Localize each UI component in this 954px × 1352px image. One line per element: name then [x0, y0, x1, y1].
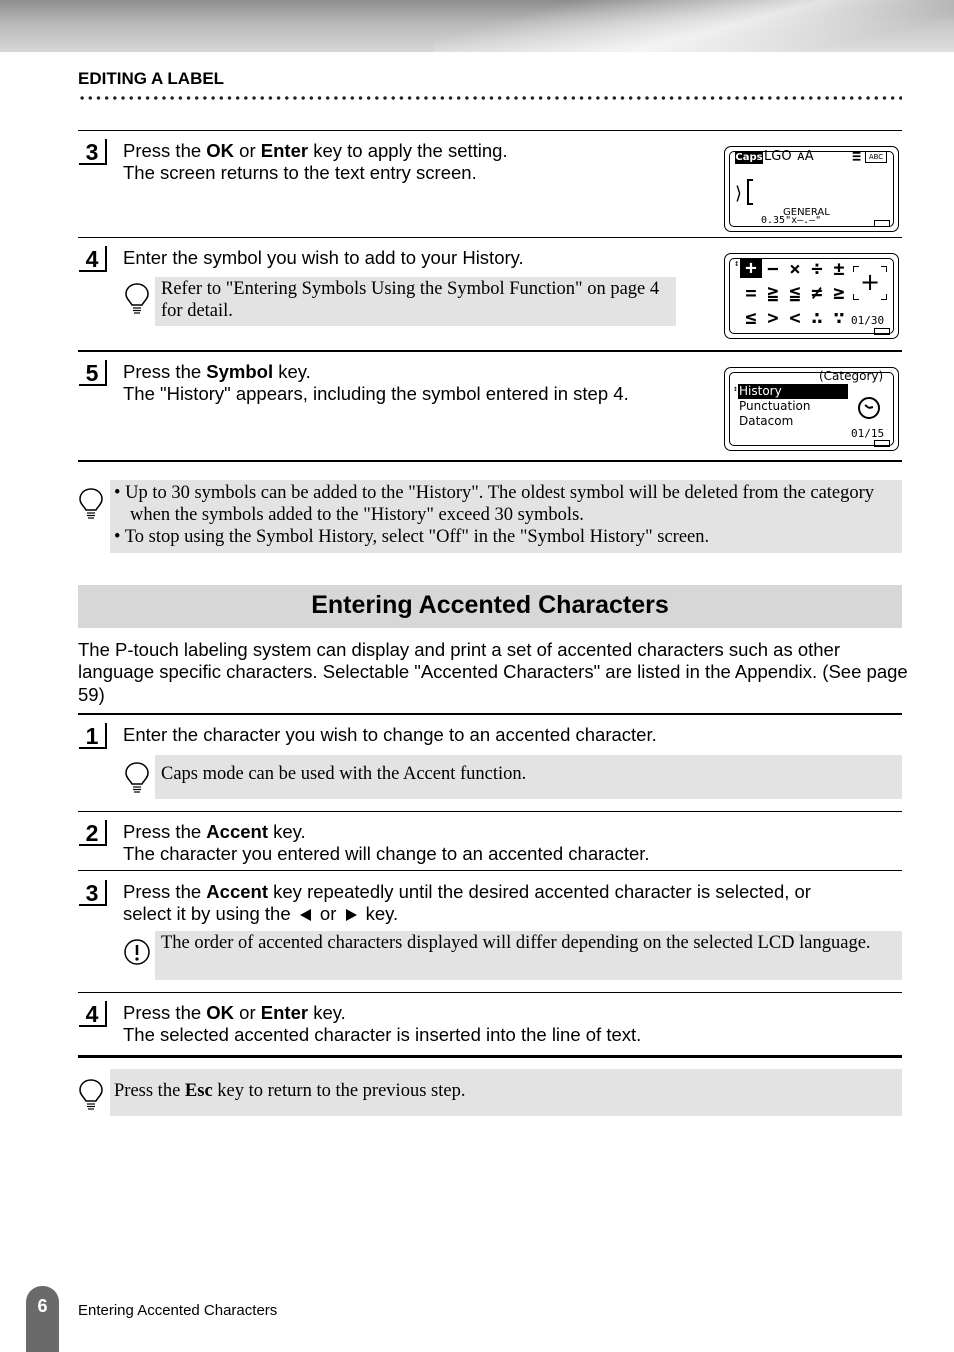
text-run: key to return to the previous step.: [212, 1081, 466, 1101]
symbol-cell: ∵: [833, 307, 845, 329]
step-number: 3: [79, 880, 107, 906]
battery-icon: [874, 328, 890, 335]
caution-note: The order of accented characters displayed will differ depending on the selected LCD language.: [155, 931, 902, 980]
text-run: Press the: [123, 821, 207, 842]
step-line: The selected accented character is inserted into the line of text.: [123, 1023, 642, 1045]
hint-note: Caps mode can be used with the Accent function.: [155, 755, 902, 799]
text-run: select it by using the: [123, 902, 296, 924]
symbol-preview: [853, 266, 887, 300]
header-band: [0, 0, 954, 52]
lcd-symbol-screen: [724, 253, 899, 339]
step-divider: [78, 992, 902, 993]
symbol-cell: ÷: [811, 258, 823, 280]
hint-bulb-icon: [124, 282, 150, 316]
step-line: The "History" appears, including the symbol entered in step 4.: [123, 382, 629, 404]
symbol-row: [740, 282, 850, 307]
text-run: key to apply the setting.: [308, 140, 508, 161]
category-label: (Category): [819, 369, 884, 383]
text-run: key repeatedly until the desired accented character is selected, or: [268, 881, 811, 902]
left-arrow-key-icon: [300, 909, 311, 921]
section-header: EDITING A LABEL: [78, 69, 225, 88]
note-bullet: • To stop using the Symbol History, select "Off" in the "Symbol History" screen.: [114, 527, 710, 547]
key-name: Enter: [260, 140, 309, 161]
step-divider: [78, 350, 902, 352]
clock-icon: [857, 396, 881, 420]
font-label: GENERAL: [783, 207, 830, 218]
lcd-text-entry-screen: [724, 146, 899, 232]
hint-bulb-icon: [124, 761, 150, 795]
line-status: LGO: [764, 149, 792, 164]
step-line: [123, 361, 629, 383]
scroll-arrows-icon: ↕: [734, 259, 740, 269]
symbol-cell: ±: [833, 258, 845, 280]
step-line: [123, 140, 508, 162]
step-divider: [78, 811, 902, 812]
text-run: Press the: [123, 1002, 207, 1023]
key-name: Symbol: [206, 361, 274, 382]
symbol-cell: ×: [789, 258, 801, 280]
esc-note: [110, 1069, 902, 1116]
text-run: or: [234, 1002, 261, 1023]
step-number: 4: [79, 1001, 107, 1027]
text-run: Press the: [123, 361, 207, 382]
step-line: [123, 903, 811, 925]
battery-icon: [874, 220, 890, 227]
block-start-icon: ⟩: [733, 183, 744, 204]
step-number: 5: [79, 360, 107, 386]
key-name: OK: [206, 140, 235, 161]
size-indicator: ᴀA: [797, 149, 814, 164]
symbol-cell: =: [745, 282, 757, 304]
step-text: Enter the character you wish to change to an accented character.: [123, 724, 657, 745]
symbol-cell: ≦: [789, 282, 801, 304]
text-run: Press the: [123, 881, 207, 902]
page-number: 6: [26, 1286, 59, 1352]
step-text: [123, 881, 811, 924]
header-band-shine: [434, 0, 954, 52]
history-note-list: [114, 482, 896, 548]
lcd-category-screen: [724, 367, 899, 451]
symbol-cell: −: [767, 258, 779, 280]
step-divider: [78, 460, 902, 462]
step-text: [123, 821, 650, 864]
text-run: Press the: [114, 1081, 185, 1101]
text-run: key.: [308, 1002, 346, 1023]
section-title: Entering Accented Characters: [78, 585, 902, 628]
step-text: [123, 140, 508, 183]
battery-icon: [874, 440, 890, 447]
symbol-counter: 01/30: [851, 314, 885, 327]
hint-bulb-icon: [78, 487, 104, 521]
step-text: [123, 1002, 641, 1045]
abc-icon: ABC: [865, 151, 887, 163]
symbol-cell: ∴: [811, 307, 823, 329]
step-line: [123, 1002, 641, 1024]
dotted-divider: [78, 95, 902, 101]
symbol-row: [740, 258, 850, 282]
key-name: Esc: [184, 1081, 213, 1101]
step-text: Enter the symbol you wish to add to your History.: [123, 247, 524, 268]
step-number: 2: [79, 820, 107, 846]
symbol-cell: >: [767, 307, 779, 329]
symbol-cell: ≠: [811, 282, 823, 304]
symbol-row: [740, 307, 850, 332]
cursor-icon: [747, 179, 753, 205]
text-run: key.: [268, 821, 306, 842]
key-name: OK: [206, 1002, 235, 1023]
text-run: key.: [273, 361, 311, 382]
key-name: Accent: [206, 821, 268, 842]
note-bullet: • Up to 30 symbols can be added to the "History". The oldest symbol will be deleted from the category when the symbols added to the "History" exceed 30 symbols.: [114, 483, 875, 525]
hint-note: Refer to "Entering Symbols Using the Symbol Function" on page 4 for detail.: [155, 277, 676, 326]
category-counter: 01/15: [851, 427, 885, 440]
right-arrow-key-icon: [346, 909, 357, 921]
text-run: or: [234, 140, 261, 161]
footer-title: Entering Accented Characters: [78, 1302, 278, 1319]
step-divider: [78, 237, 902, 238]
step-line: The character you entered will change to an accented character.: [123, 842, 650, 864]
key-name: Enter: [260, 1002, 309, 1023]
caps-indicator: Caps: [735, 152, 763, 163]
intro-paragraph: The P-touch labeling system can display and print a set of accented characters such as other language specific characters. Selectable "Accented Characters" are listed in the Appendix. (See page 59): [78, 639, 908, 705]
step-number: 4: [79, 246, 107, 272]
text-run: key.: [360, 902, 399, 924]
category-item: Datacom: [739, 414, 794, 428]
step-divider: [78, 870, 902, 871]
history-note: [110, 480, 902, 553]
key-name: Accent: [206, 881, 268, 902]
category-item-selected: History: [738, 384, 848, 399]
step-line: The screen returns to the text entry screen.: [123, 161, 477, 183]
preview-symbol: +: [859, 268, 881, 296]
symbol-grid: [740, 258, 850, 332]
caution-icon: [123, 938, 151, 966]
step-divider: [78, 130, 902, 131]
align-icon: ≡: [852, 147, 862, 165]
step-divider: [78, 1055, 902, 1058]
text-run: or: [314, 902, 342, 924]
symbol-cell: ≧: [767, 282, 779, 304]
symbol-cell-selected: +: [740, 258, 762, 278]
text-run: Press the: [123, 140, 207, 161]
step-divider: [78, 713, 902, 715]
symbol-cell: ≥: [833, 282, 845, 304]
step-number: 3: [79, 139, 107, 165]
step-number: 1: [79, 723, 107, 749]
step-text: [123, 361, 629, 404]
step-line: [123, 821, 650, 843]
symbol-cell: ≤: [745, 307, 757, 329]
hint-bulb-icon: [78, 1078, 104, 1112]
symbol-cell: <: [789, 307, 801, 329]
scroll-arrows-icon: ↕: [733, 384, 738, 393]
category-item: Punctuation: [739, 399, 811, 413]
step-line: [123, 881, 811, 903]
length-label: 0.35"x—.—": [761, 215, 822, 226]
